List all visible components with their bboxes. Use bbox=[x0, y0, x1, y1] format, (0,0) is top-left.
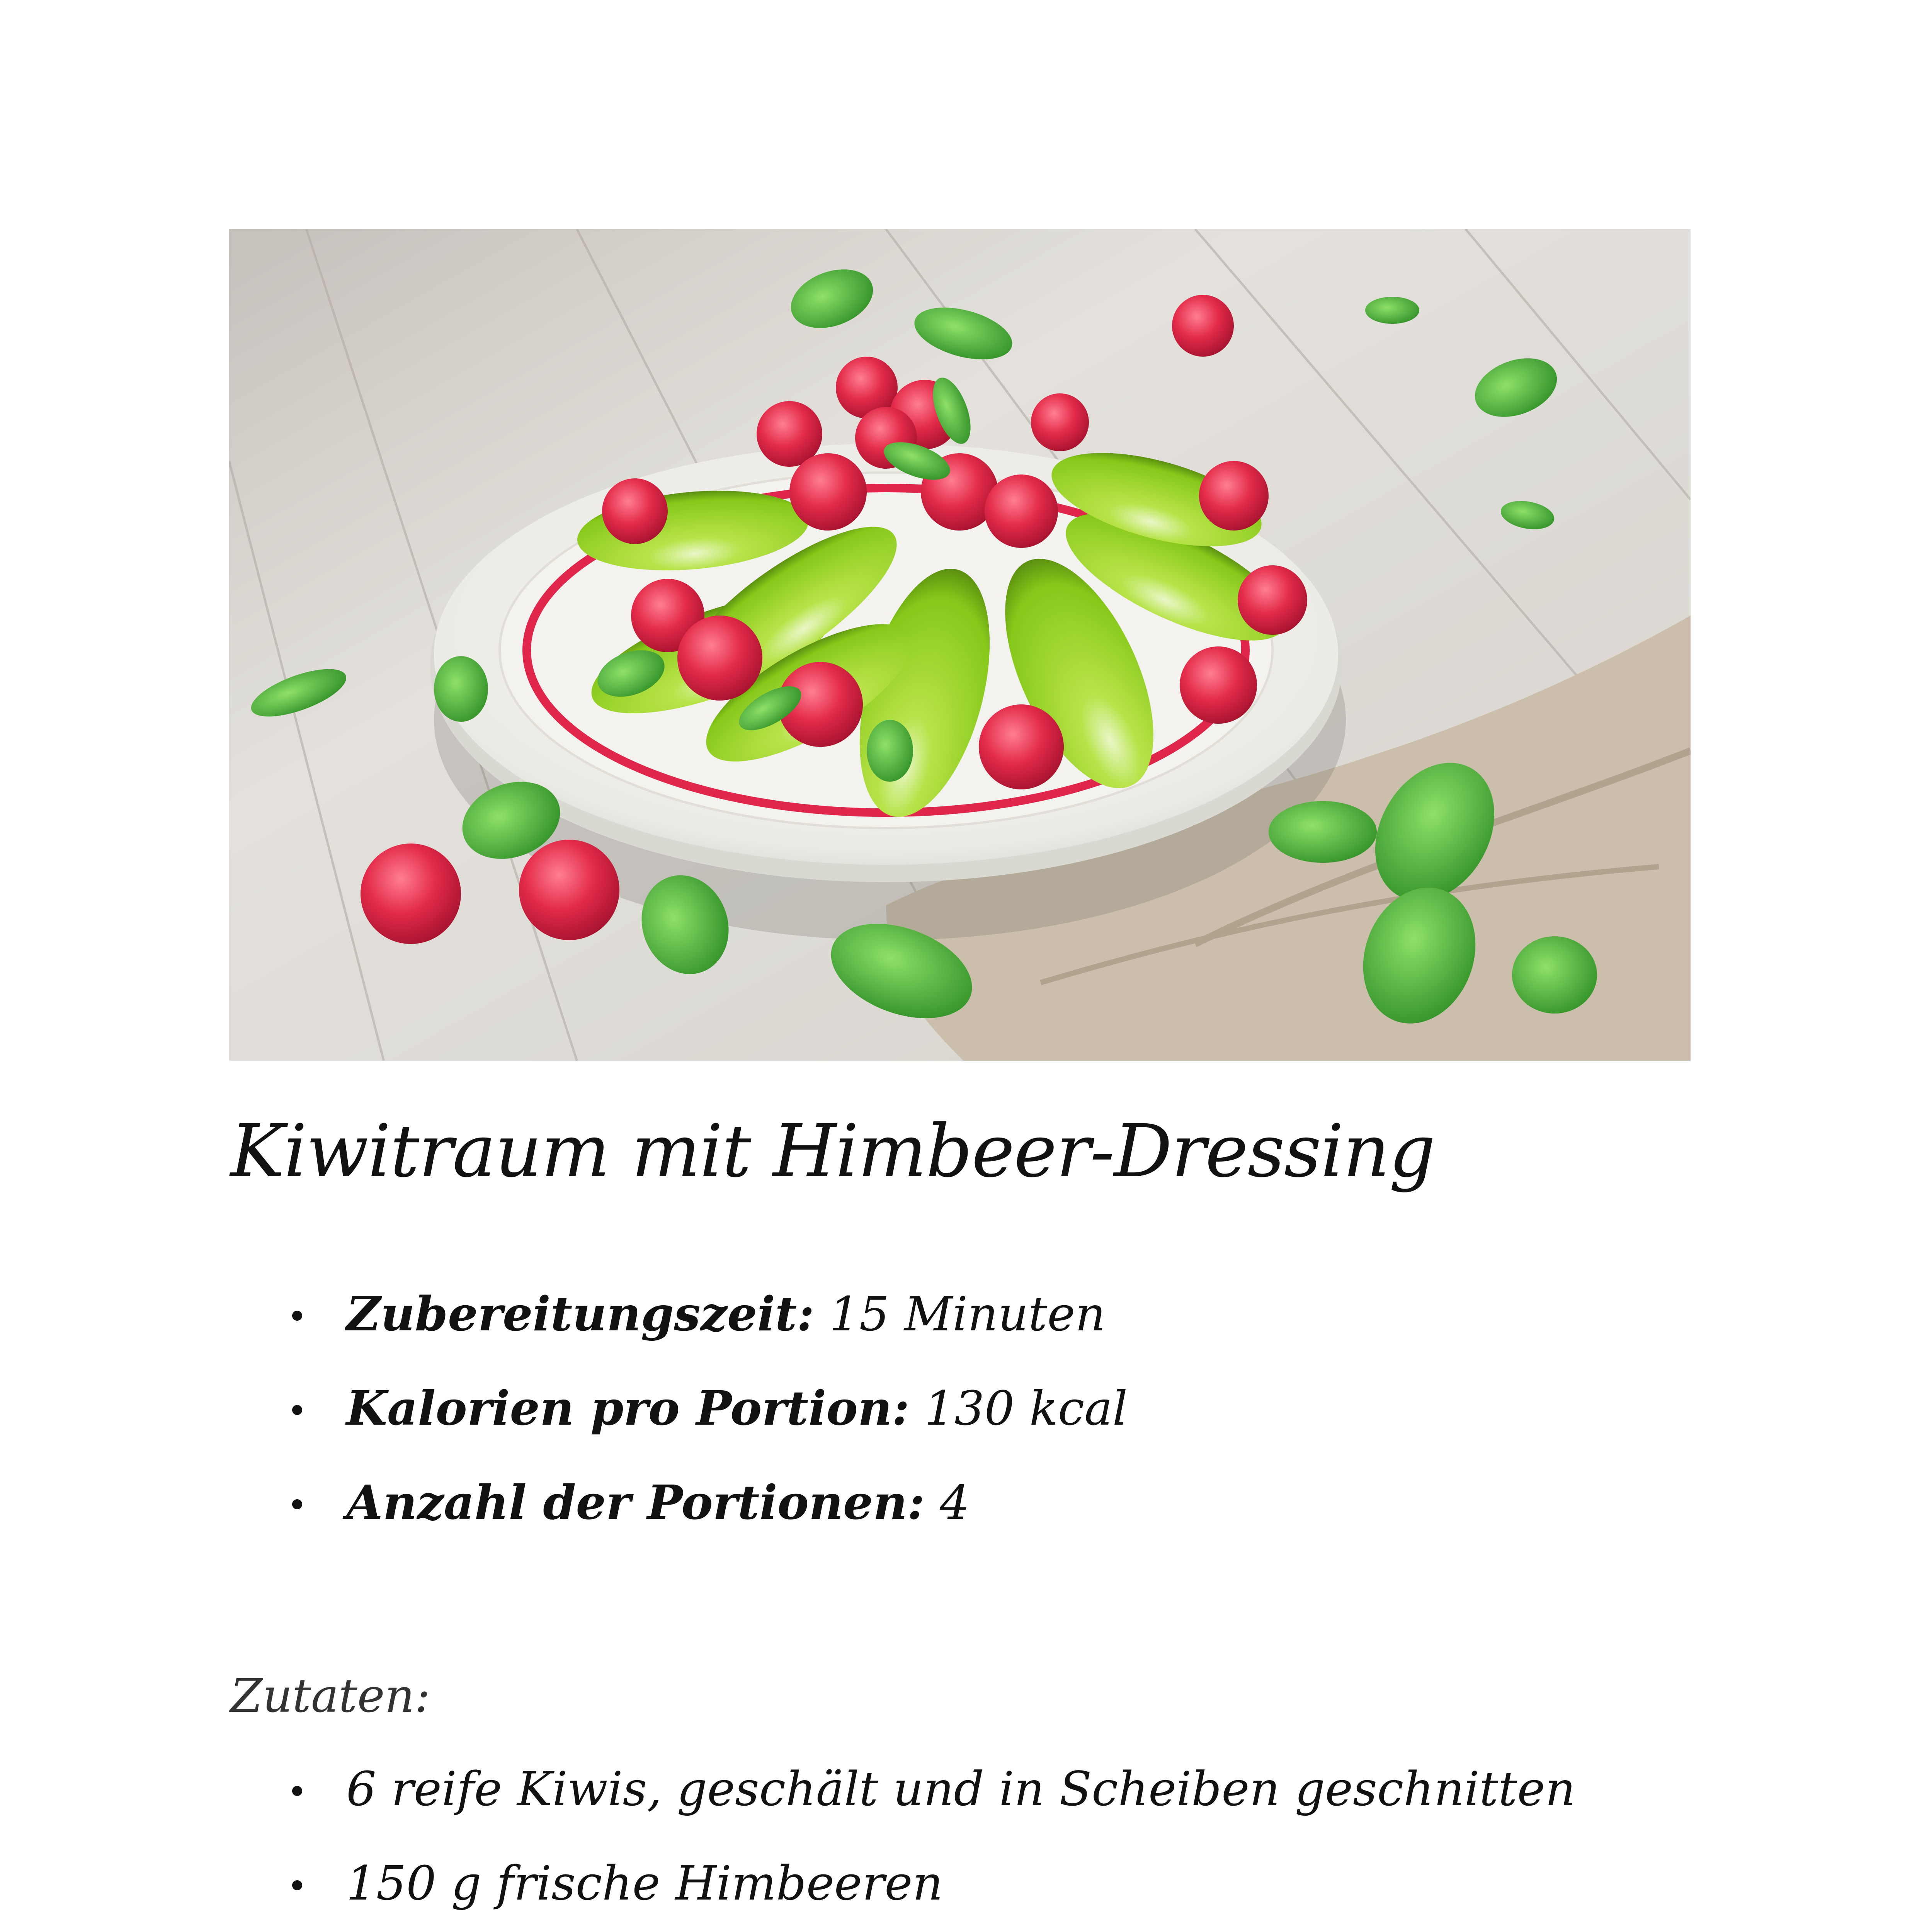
bullet-icon bbox=[292, 1880, 302, 1890]
kiwi-salad-photo bbox=[229, 229, 1691, 1061]
ingredient-text: 150 g frische Himbeeren bbox=[346, 1856, 943, 1911]
meta-label: Zubereitungszeit: bbox=[346, 1286, 815, 1342]
meta-value: 15 Minuten bbox=[829, 1287, 1106, 1342]
hero-image bbox=[229, 229, 1691, 1061]
meta-label: Anzahl der Portionen: bbox=[346, 1475, 925, 1530]
page-title: Kiwitraum mit Himbeer-Dressing bbox=[230, 1109, 1435, 1194]
bullet-icon bbox=[292, 1405, 302, 1415]
bullet-icon bbox=[292, 1499, 302, 1509]
bullet-icon bbox=[292, 1311, 302, 1321]
meta-value: 4 bbox=[939, 1475, 970, 1530]
ingredient-text: 6 reife Kiwis, geschält und in Scheiben geschnitten bbox=[346, 1762, 1576, 1816]
meta-value: 130 kcal bbox=[924, 1381, 1128, 1436]
bullet-icon bbox=[292, 1786, 302, 1796]
ingredients-heading: Zutaten: bbox=[230, 1669, 430, 1723]
meta-label: Kalorien pro Portion: bbox=[346, 1380, 910, 1436]
